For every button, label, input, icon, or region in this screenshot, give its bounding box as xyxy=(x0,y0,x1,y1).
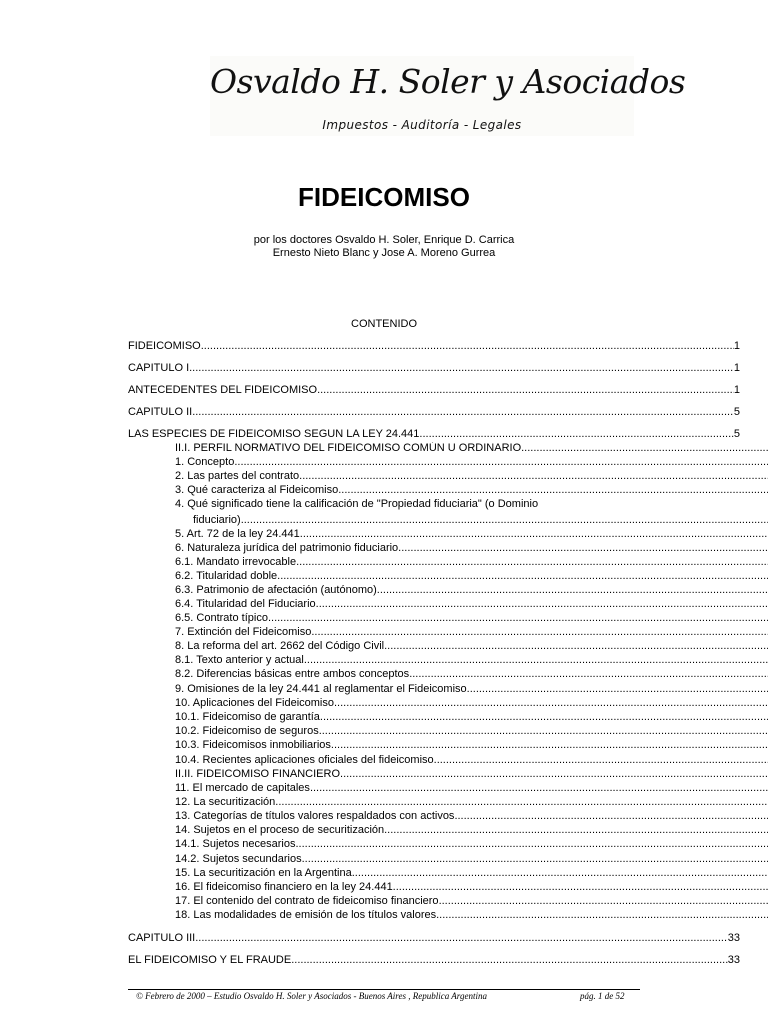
toc-leader-dots xyxy=(201,340,734,353)
footer-divider xyxy=(128,989,640,990)
toc-entry[interactable] xyxy=(128,362,740,375)
toc-entry-label: EL FIDEICOMISO Y EL FRAUDE xyxy=(128,954,292,966)
toc-leader-dots xyxy=(409,668,768,681)
toc-entry[interactable] xyxy=(128,954,740,967)
toc-leader-dots xyxy=(331,739,768,752)
toc-entry-label: 8.1. Texto anterior y actual xyxy=(175,654,304,666)
toc-leader-dots xyxy=(277,570,768,583)
toc-entry[interactable] xyxy=(175,909,768,922)
toc-leader-dots xyxy=(396,881,768,894)
firm-tagline: Impuestos - Auditoría - Legales xyxy=(322,118,522,132)
toc-entry-label: 6.3. Patrimonio de afectación (autónomo) xyxy=(175,584,377,596)
footer-copyright: © Febrero de 2000 – Estudio Osvaldo H. Soler y Asociados - Buenos Aires , Republica Argentina xyxy=(136,991,487,1001)
toc-entry[interactable] xyxy=(175,838,768,851)
toc-leader-dots xyxy=(295,838,768,851)
document-title: FIDEICOMISO xyxy=(298,182,470,212)
toc-entry-label: 10.2. Fideicomiso de seguros xyxy=(175,725,319,737)
toc-entry-label: 6.4. Titularidad del Fiduciario xyxy=(175,598,316,610)
toc-leader-dots xyxy=(304,654,768,667)
toc-entry-label: 8.2. Diferencias básicas entre ambos conceptos xyxy=(175,668,410,680)
toc-entry-label: FIDEICOMISO xyxy=(128,340,201,352)
toc-entry[interactable] xyxy=(175,484,768,497)
toc-leader-dots xyxy=(384,640,768,653)
toc-entry[interactable] xyxy=(175,739,768,752)
toc-leader-dots xyxy=(302,853,768,866)
toc-entry[interactable] xyxy=(175,881,768,894)
toc-entry-label: CAPITULO II xyxy=(128,406,193,418)
toc-entry-label: 6.2. Titularidad doble xyxy=(175,570,278,582)
toc-entry[interactable] xyxy=(175,668,768,681)
toc-leader-dots xyxy=(275,796,768,809)
toc-entry-label: 9. Omisiones de la ley 24.441 al reglamentar el Fideicomiso xyxy=(175,683,467,695)
toc-entry-label: 14.1. Sujetos necesarios xyxy=(175,838,296,850)
toc-entry-page: 1 xyxy=(733,340,740,352)
toc-entry-label: II.I. PERFIL NORMATIVO DEL FIDEICOMISO COMÚN U ORDINARIO xyxy=(175,442,522,454)
toc-entry-label: 6.1. Mandato irrevocable xyxy=(175,556,297,568)
toc-entry-label: 8. La reforma del art. 2662 del Código Civil xyxy=(175,640,385,652)
toc-entry-label: ANTECEDENTES DEL FIDEICOMISO xyxy=(128,384,318,396)
toc-leader-dots xyxy=(300,528,768,541)
toc-entry-label: 13. Categorías de títulos valores respaldados con activos xyxy=(175,810,455,822)
toc-entry[interactable] xyxy=(175,626,768,639)
toc-entry-page: 1 xyxy=(733,384,740,396)
toc-entry-label: 10.3. Fideicomisos inmobiliarios xyxy=(175,739,331,751)
toc-leader-dots xyxy=(296,556,768,569)
toc-entry[interactable] xyxy=(175,683,768,696)
authors-line-1: por los doctores Osvaldo H. Soler, Enrique D. Carrica xyxy=(253,234,515,246)
toc-entry-label: CAPITULO III xyxy=(128,932,196,944)
toc-entry-label: 5. Art. 72 de la ley 24.441 xyxy=(175,528,300,540)
toc-entry-label: CAPITULO I xyxy=(128,362,190,374)
toc-entry[interactable] xyxy=(175,796,768,809)
toc-entry-page: 1 xyxy=(733,362,740,374)
toc-entry[interactable] xyxy=(128,340,740,353)
toc-entry[interactable] xyxy=(193,514,768,527)
toc-entry[interactable] xyxy=(175,754,768,767)
toc-leader-dots xyxy=(467,683,768,696)
toc-leader-dots xyxy=(439,895,768,908)
toc-entry[interactable] xyxy=(175,640,768,653)
toc-entry[interactable] xyxy=(128,932,740,945)
toc-leader-dots xyxy=(398,542,768,555)
toc-entry[interactable] xyxy=(175,810,768,823)
toc-leader-dots xyxy=(189,362,734,375)
toc-leader-dots xyxy=(377,584,768,597)
toc-entry[interactable] xyxy=(175,768,768,781)
toc-leader-dots xyxy=(317,384,734,397)
toc-leader-dots xyxy=(192,406,734,419)
toc-leader-dots xyxy=(241,514,768,527)
toc-entry[interactable] xyxy=(175,782,768,795)
toc-entry[interactable] xyxy=(175,528,768,541)
toc-leader-dots xyxy=(291,954,728,967)
toc-leader-dots xyxy=(320,711,768,724)
toc-entry[interactable] xyxy=(175,895,768,908)
toc-entry-label: 15. La securitización en la Argentina xyxy=(175,867,352,879)
toc-leader-dots xyxy=(521,442,768,455)
toc-leader-dots xyxy=(384,824,768,837)
authors-line-2: Ernesto Nieto Blanc y Jose A. Moreno Gurrea xyxy=(272,247,496,259)
toc-entry-label: 17. El contenido del contrato de fideicomiso financiero xyxy=(175,895,439,907)
toc-leader-dots xyxy=(319,725,768,738)
toc-leader-dots xyxy=(316,598,768,611)
toc-entry[interactable] xyxy=(175,697,768,710)
toc-leader-dots xyxy=(434,754,768,767)
toc-entry-label: 2. Las partes del contrato xyxy=(175,470,300,482)
toc-entry[interactable] xyxy=(175,824,768,837)
toc-entry[interactable] xyxy=(175,584,768,597)
toc-entry[interactable] xyxy=(175,598,768,611)
toc-entry[interactable] xyxy=(175,654,768,667)
toc-entry-page: 33 xyxy=(727,932,740,944)
toc-leader-dots xyxy=(419,428,733,441)
toc-entry-label: 1. Concepto xyxy=(175,456,235,468)
toc-entry[interactable] xyxy=(175,442,768,455)
toc-entry-label: 14.2. Sujetos secundarios xyxy=(175,853,302,865)
toc-leader-dots xyxy=(311,626,768,639)
toc-entry-label: 6.5. Contrato típico xyxy=(175,612,268,624)
toc-entry-label: II.II. FIDEICOMISO FINANCIERO xyxy=(175,768,341,780)
toc-entry[interactable] xyxy=(175,867,768,880)
toc-entry-label: 14. Sujetos en el proceso de securitización xyxy=(175,824,385,836)
toc-leader-dots xyxy=(195,932,728,945)
toc-entry-label: 4. Qué significado tiene la calificación de "Propiedad fiduciaria" (o Dominio xyxy=(175,498,539,510)
toc-entry-label: 3. Qué caracteriza al Fideicomiso xyxy=(175,484,339,496)
toc-entry-label: 6. Naturaleza jurídica del patrimonio fiduciario xyxy=(175,542,399,554)
toc-entry[interactable] xyxy=(175,556,768,569)
toc-entry-label: 16. El fideicomiso financiero en la ley 24.441. xyxy=(175,881,396,893)
toc-entry-page: 33 xyxy=(727,954,740,966)
toc-entry[interactable] xyxy=(175,470,768,483)
toc-entry[interactable] xyxy=(175,853,768,866)
toc-entry-label: fiduciario) xyxy=(193,514,241,526)
toc-entry-label: 7. Extinción del Fideicomiso xyxy=(175,626,312,638)
toc-entry[interactable] xyxy=(128,406,740,419)
toc-leader-dots xyxy=(310,782,768,795)
toc-entry[interactable] xyxy=(175,570,768,583)
toc-entry[interactable] xyxy=(175,725,768,738)
toc-leader-dots xyxy=(352,867,768,880)
toc-entry-label: 10.1. Fideicomiso de garantía xyxy=(175,711,320,723)
toc-leader-dots xyxy=(334,697,768,710)
contents-heading: CONTENIDO xyxy=(351,318,417,330)
toc-entry-label: 10. Aplicaciones del Fideicomiso xyxy=(175,697,334,709)
toc-leader-dots xyxy=(436,909,768,922)
toc-entry-label: 12. La securitización xyxy=(175,796,276,808)
toc-entry-label: 11. El mercado de capitales xyxy=(175,782,310,794)
toc-entry-label: LAS ESPECIES DE FIDEICOMISO SEGUN LA LEY 24.441 xyxy=(128,428,420,440)
toc-leader-dots xyxy=(268,612,768,625)
toc-entry-label: 10.4. Recientes aplicaciones oficiales del fideicomiso xyxy=(175,754,434,766)
toc-entry[interactable] xyxy=(128,384,740,397)
toc-leader-dots xyxy=(338,484,768,497)
toc-entry[interactable] xyxy=(175,456,768,469)
firm-logo-script: Osvaldo H. Soler y Asociados xyxy=(210,62,686,101)
toc-entry[interactable] xyxy=(175,542,768,555)
toc-entry[interactable] xyxy=(128,428,740,441)
toc-entry[interactable] xyxy=(175,498,768,511)
toc-leader-dots xyxy=(340,768,768,781)
toc-entry[interactable] xyxy=(175,612,768,625)
toc-leader-dots xyxy=(299,470,768,483)
toc-entry-label: 18. Las modalidades de emisión de los títulos valores xyxy=(175,909,437,921)
toc-leader-dots xyxy=(454,810,768,823)
footer-page-number: pág. 1 de 52 xyxy=(580,991,625,1001)
toc-entry[interactable] xyxy=(175,711,768,724)
toc-leader-dots xyxy=(234,456,768,469)
toc-entry-page: 5 xyxy=(733,406,740,418)
toc-entry-page: 5 xyxy=(733,428,740,440)
